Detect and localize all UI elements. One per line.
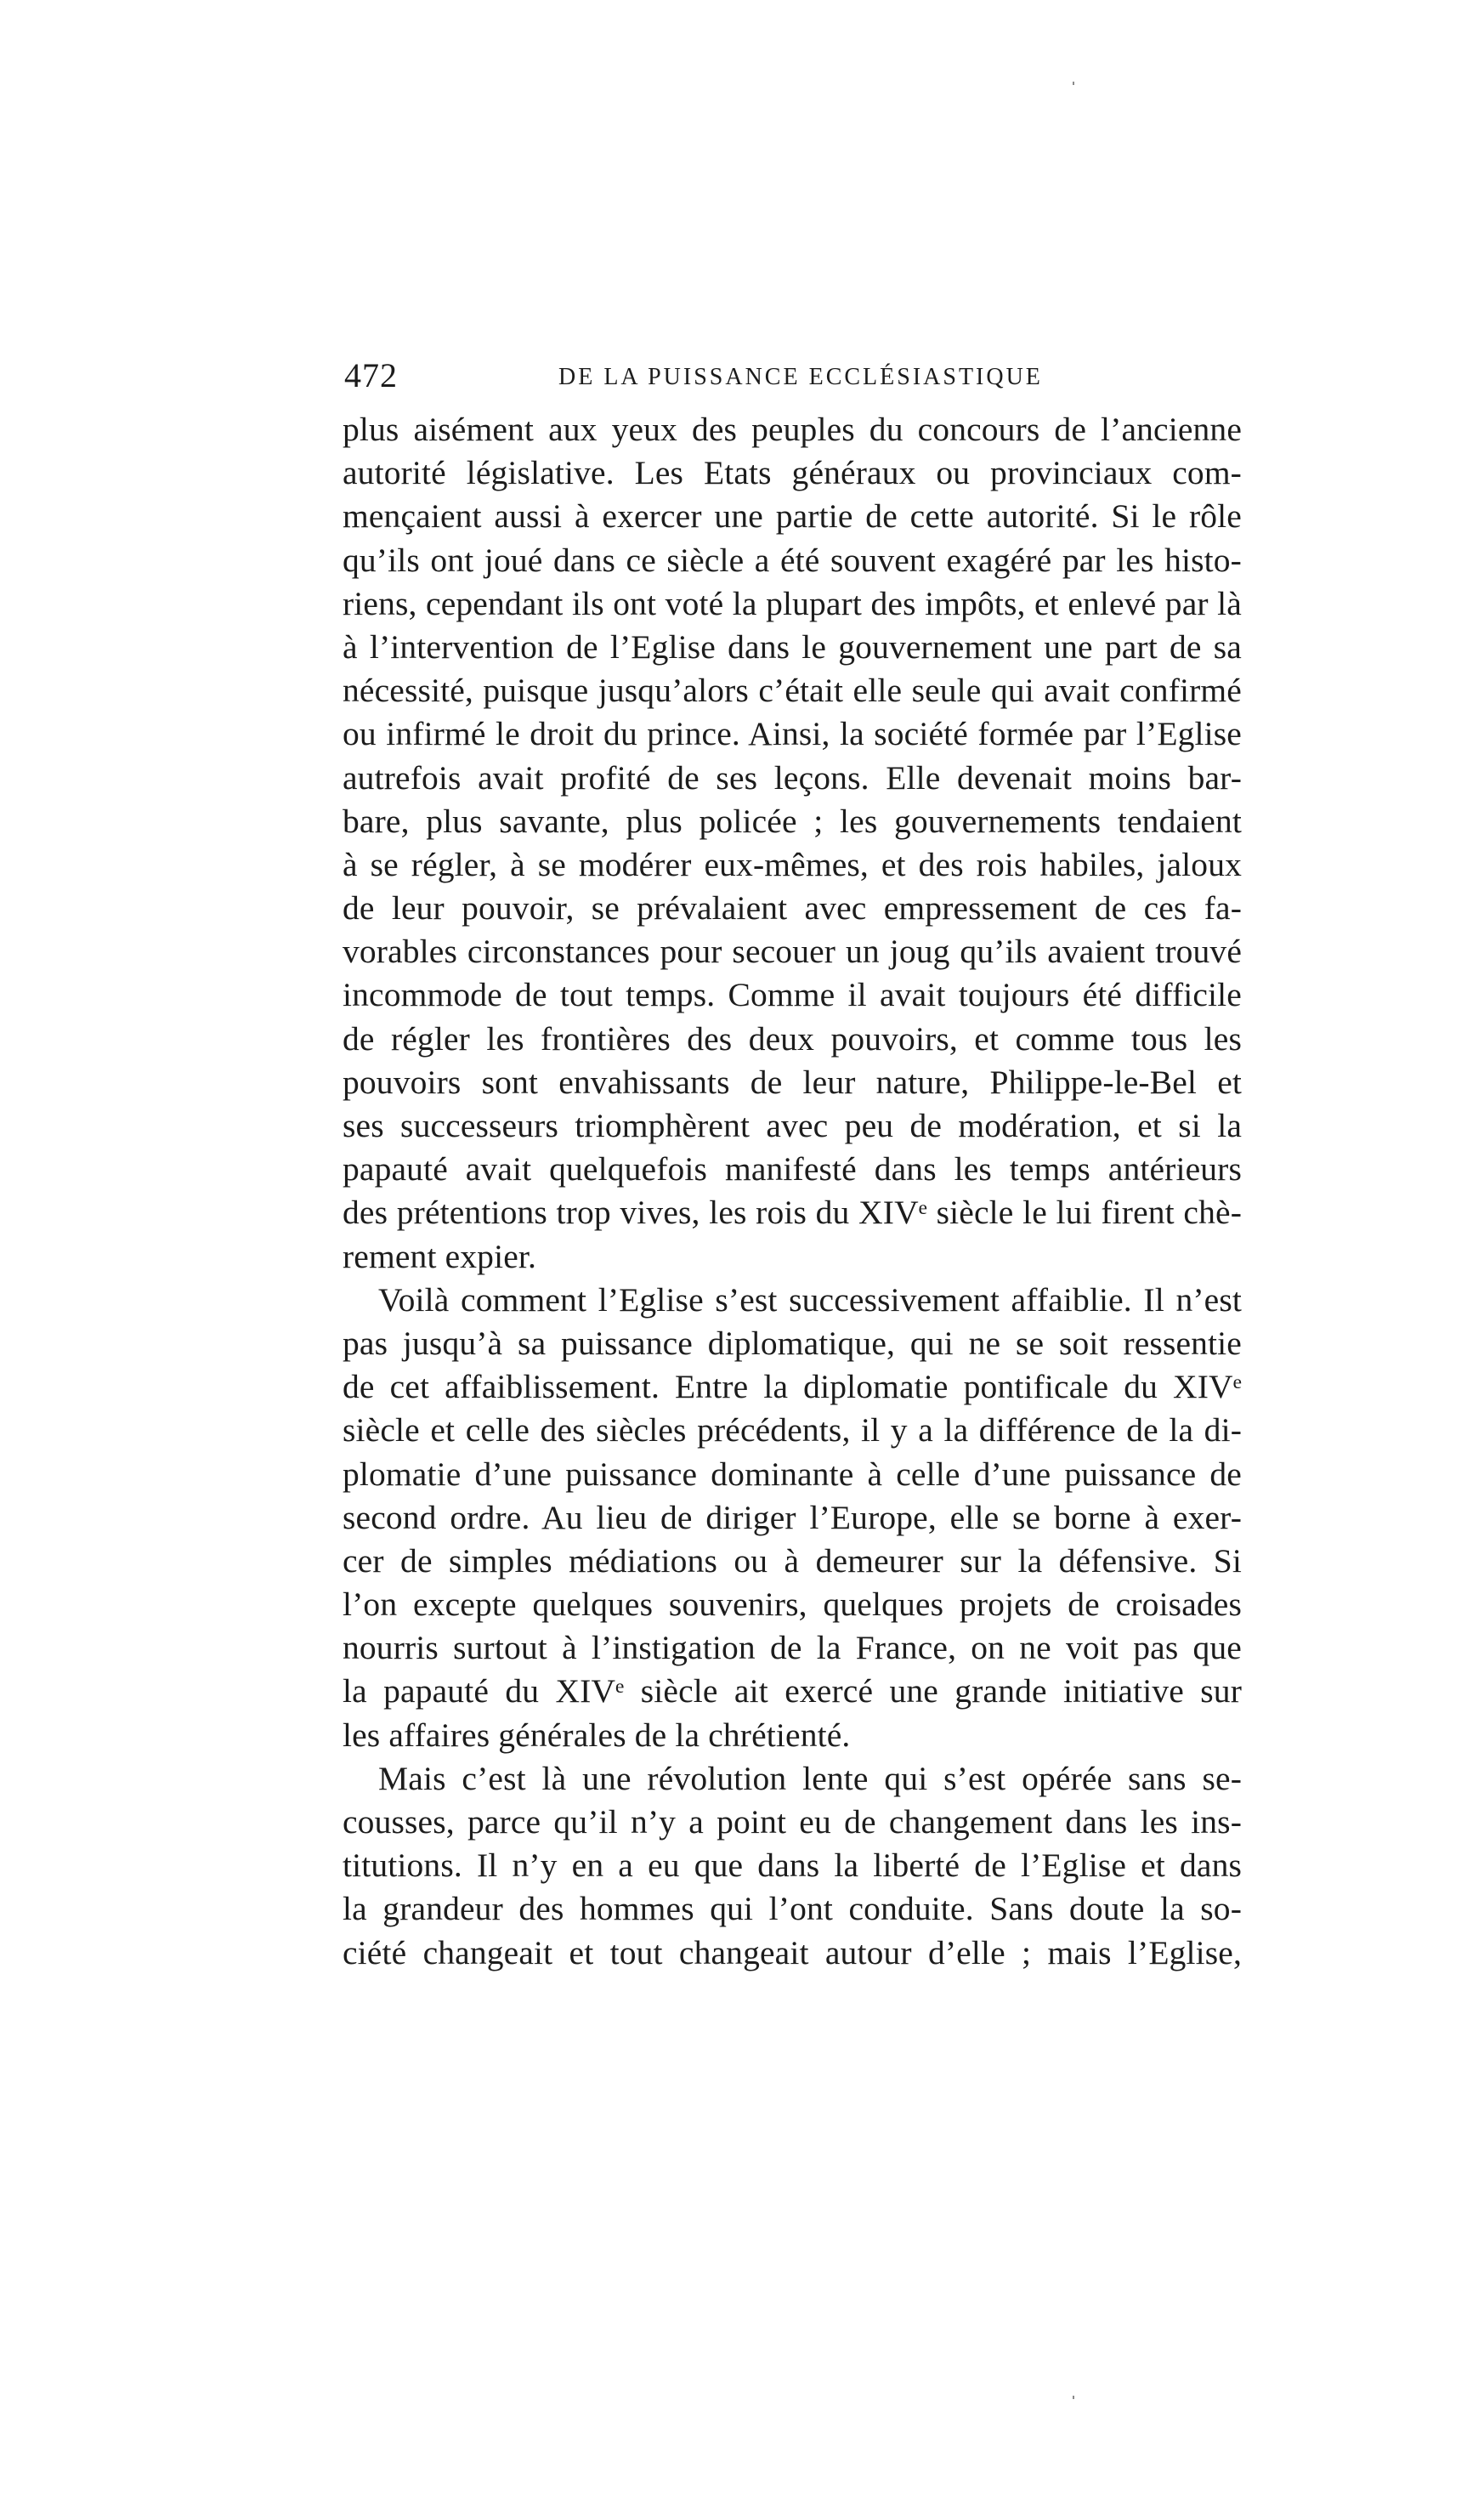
text-line: incommode de tout temps. Comme il avait toujours été difficile — [343, 976, 1242, 1014]
text-line: nécessité, puisque jusqu’alors c’était elle seule qui avait confirmé — [343, 672, 1242, 710]
text-line: la papauté du XIVᵉ siècle ait exercé une grande initiative sur — [343, 1672, 1242, 1710]
text-line: la grandeur des hommes qui l’ont conduite. Sans doute la so- — [343, 1890, 1242, 1928]
text-line: siècle et celle des siècles précédents, il y a la différence de la di- — [343, 1411, 1242, 1449]
text-line: autorité législative. Les Etats généraux ou provinciaux com- — [343, 454, 1242, 492]
running-title: DE LA PUISSANCE ECCLÉSIASTIQUE — [558, 364, 1043, 390]
text-line: pouvoirs sont envahissants de leur nature, Philippe-le-Bel et — [343, 1063, 1242, 1101]
paper-speck — [1073, 82, 1074, 85]
text-line: à l’intervention de l’Eglise dans le gouvernement une part de sa — [343, 627, 1242, 666]
text-line: mençaient aussi à exercer une partie de cette autorité. Si le rôle — [343, 497, 1242, 536]
text-line: ses successeurs triomphèrent avec peu de modération, et si la — [343, 1107, 1242, 1144]
text-line: l’on excepte quelques souvenirs, quelques projets de croisades — [343, 1586, 1242, 1624]
text-line: autrefois avait profité de ses leçons. Elle devenait moins bar- — [343, 758, 1242, 797]
text-line: ou infirmé le droit du prince. Ainsi, la société formée par l’Eglise — [343, 715, 1242, 753]
text-line: riens, cependant ils ont voté la plupart des impôts, et enlevé par là — [343, 584, 1242, 622]
paragraph-last-line: rement expier. — [343, 1237, 537, 1275]
paper-speck — [1073, 2396, 1074, 2399]
text-line: bare, plus savante, plus policée ; les gouvernements tendaient — [343, 802, 1242, 840]
text-line: de régler les frontières des deux pouvoirs, et comme tous les — [343, 1019, 1242, 1058]
text-line: nourris surtout à l’instigation de la France, on ne voit pas que — [343, 1629, 1242, 1667]
text-line: de leur pouvoir, se prévalaient avec empressement de ces fa- — [343, 889, 1242, 927]
text-line: cousses, parce qu’il n’y a point eu de changement dans les ins- — [343, 1803, 1242, 1841]
page-header — [344, 355, 1194, 406]
text-line: ciété changeait et tout changeait autour d’elle ; mais l’Eglise, — [343, 1933, 1242, 1971]
text-line: papauté avait quelquefois manifesté dans les temps antérieurs — [343, 1150, 1242, 1188]
text-line: de cet affaiblissement. Entre la diplomatie pontificale du XIVᵉ — [343, 1368, 1242, 1406]
text-line: à se régler, à se modérer eux-mêmes, et des rois habiles, jaloux — [343, 845, 1242, 883]
text-line: cer de simples médiations ou à demeurer sur la défensive. Si — [343, 1541, 1242, 1580]
paragraph-first-line: Mais c’est là une révolution lente qui s’est opérée sans se- — [378, 1759, 1242, 1797]
paragraph-last-line: les affaires générales de la chrétienté. — [343, 1716, 851, 1754]
text-line: vorables circonstances pour secouer un joug qu’ils avaient trouvé — [343, 933, 1242, 971]
paragraph-first-line: Voilà comment l’Eglise s’est successivement affaiblie. Il n’est — [378, 1280, 1242, 1319]
text-line: pas jusqu’à sa puissance diplomatique, qui ne se soit ressentie — [343, 1324, 1242, 1362]
body-text — [343, 408, 1242, 1975]
text-line: titutions. Il n’y en a eu que dans la liberté de l’Eglise et dans — [343, 1846, 1242, 1885]
text-line: second ordre. Au lieu de diriger l’Europe, elle se borne à exer- — [343, 1498, 1242, 1536]
text-line: des prétentions trop vives, les rois du XIVᵉ siècle le lui firent chè- — [343, 1194, 1242, 1232]
text-line: qu’ils ont joué dans ce siècle a été souvent exagéré par les histo- — [343, 541, 1242, 579]
text-line: plus aisément aux yeux des peuples du concours de l’ancienne — [343, 411, 1242, 448]
page-number: 472 — [344, 356, 398, 394]
text-line: plomatie d’une puissance dominante à celle d’une puissance de — [343, 1455, 1242, 1493]
